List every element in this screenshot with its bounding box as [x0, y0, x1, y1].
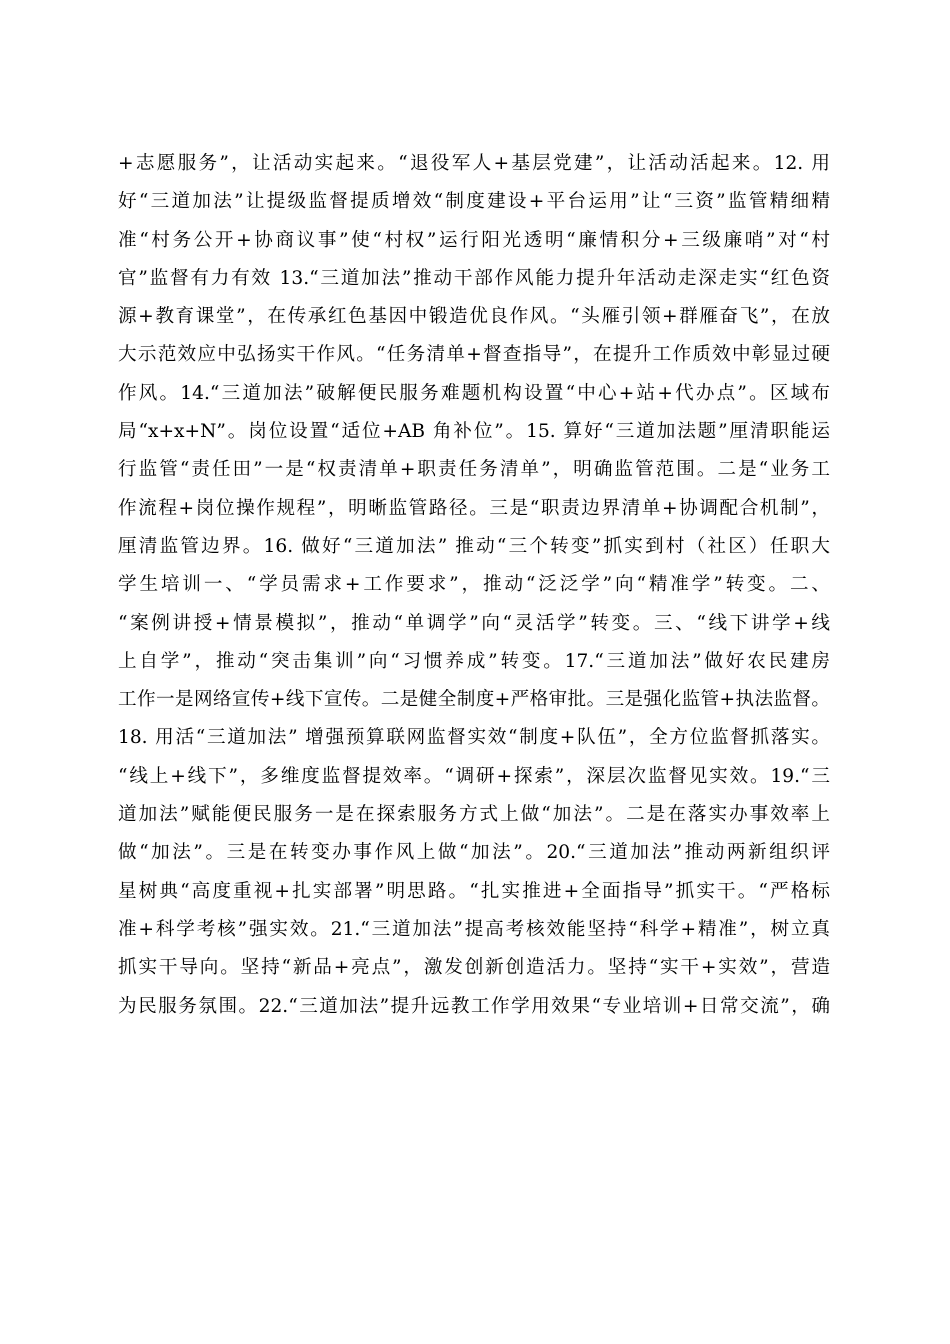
text-line: 18. 用活“三道加法” 增强预算联网监督实效“制度+队伍”，全方位监督抓落实。: [118, 727, 830, 749]
body-text: [118, 145, 830, 1026]
text-line: 学生培训一、“学员需求+工作要求”，推动“泛泛学”向“精准学”转变。二、: [118, 574, 830, 596]
text-line: 抓实干导向。坚持“新品+亮点”，激发创新创造活力。坚持“实干+实效”，营造: [118, 957, 830, 979]
text-line: 上自学”，推动“突击集训”向“习惯养成”转变。17.“三道加法”做好农民建房: [118, 650, 830, 672]
text-line: 准+科学考核”强实效。21.“三道加法”提高考核效能坚持“科学+精准”，树立真: [118, 918, 830, 940]
text-line: 作流程+岗位操作规程”，明晰监管路径。三是“职责边界清单+协调配合机制”，: [118, 497, 830, 519]
text-line: 好“三道加法”让提级监督提质增效“制度建设+平台运用”让“三资”监管精细精: [118, 191, 830, 213]
text-line: 行监管“责任田”一是“权责清单+职责任务清单”，明确监管范围。二是“业务工: [118, 459, 830, 481]
text-line: 厘清监管边界。16. 做好“三道加法” 推动“三个转变”抓实到村（社区）任职大: [118, 535, 830, 557]
text-line: 星树典“高度重视+扎实部署”明思路。“扎实推进+全面指导”抓实干。“严格标: [118, 880, 830, 902]
text-line: 局“x+x+N”。岗位设置“适位+AB 角补位”。15. 算好“三道加法题”厘清职能运: [118, 421, 830, 443]
text-line: 道加法”赋能便民服务一是在探索服务方式上做“加法”。二是在落实办事效率上: [118, 804, 830, 826]
text-line: 为民服务氛围。22.“三道加法”提升远教工作学用效果“专业培训+日常交流”，确: [118, 995, 830, 1017]
text-line: “线上+线下”，多维度监督提效率。“调研+探索”，深层次监督见实效。19.“三: [118, 765, 830, 787]
text-line: “案例讲授+情景模拟”，推动“单调学”向“灵活学”转变。三、“线下讲学+线: [118, 612, 830, 634]
text-line: 源+教育课堂”，在传承红色基因中锻造优良作风。“头雁引领+群雁奋飞”，在放: [118, 306, 830, 328]
text-line: 作风。14.“三道加法”破解便民服务难题机构设置“中心+站+代办点”。区域布: [118, 382, 830, 404]
text-line: +志愿服务”，让活动实起来。“退役军人+基层党建”，让活动活起来。12. 用: [118, 153, 830, 174]
text-line: 工作一是网络宣传+线下宣传。二是健全制度+严格审批。三是强化监管+执法监督。: [118, 689, 830, 711]
text-line: 做“加法”。三是在转变办事作风上做“加法”。20.“三道加法”推动两新组织评: [118, 842, 830, 864]
text-line: 官”监督有力有效 13.“三道加法”推动干部作风能力提升年活动走深走实“红色资: [118, 267, 830, 289]
text-line: 大示范效应中弘扬实干作风。“任务清单+督查指导”，在提升工作质效中彰显过硬: [118, 344, 830, 366]
text-line: 准“村务公开+协商议事”使“村权”运行阳光透明“廉情积分+三级廉哨”对“村: [118, 229, 830, 251]
